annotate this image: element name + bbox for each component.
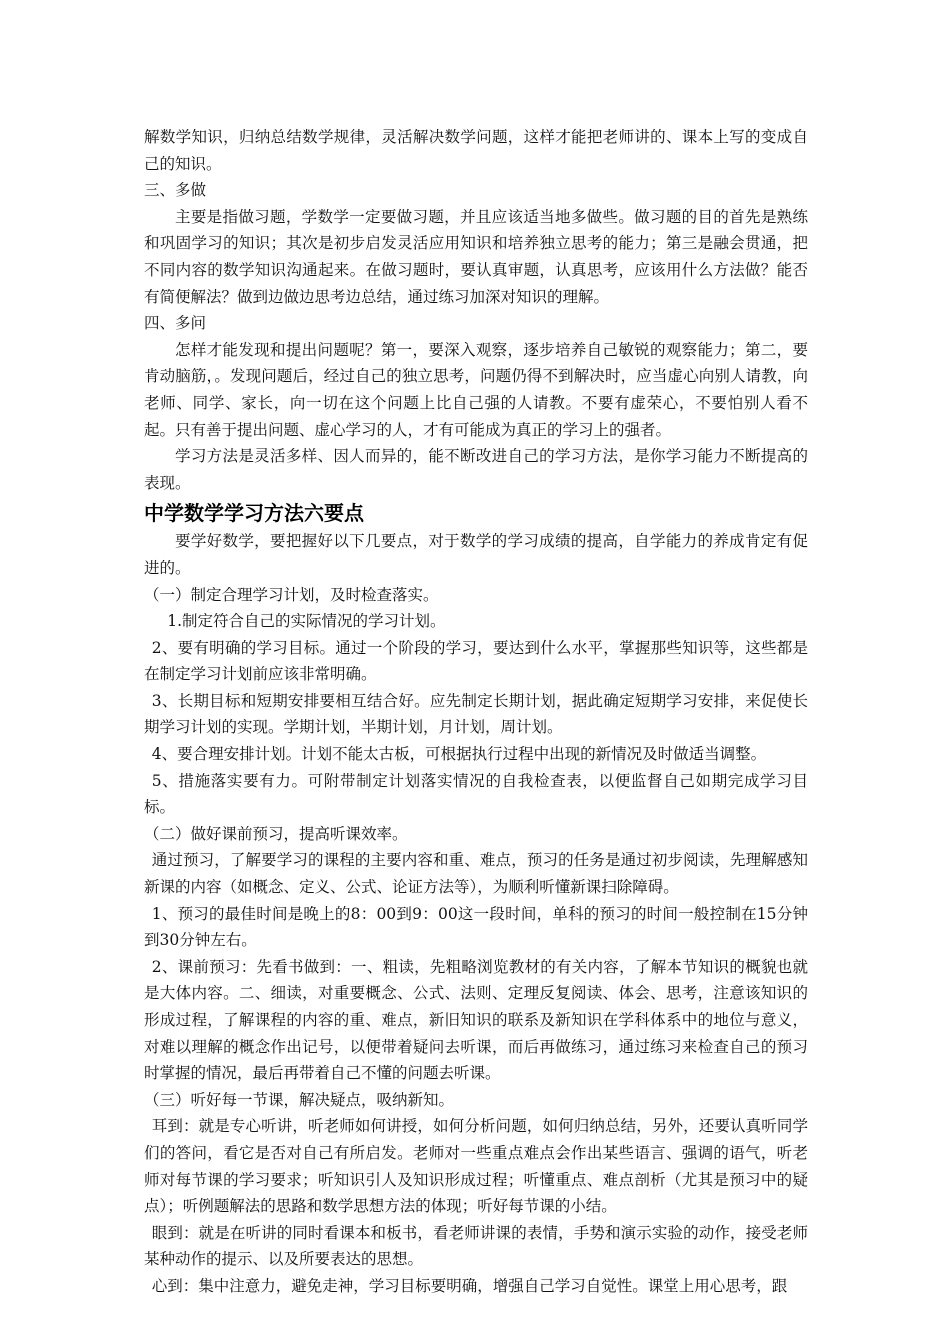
section-1-item-4: 4、要合理安排计划。计划不能太古板，可根据执行过程中出现的新情况及时做适当调整。 bbox=[151, 745, 767, 764]
article-title: 中学数学学习方法六要点 bbox=[144, 501, 364, 526]
paragraph-conclusion: 学习方法是灵活多样、因人而异的，能不断改进自己的学习方法，是你学习能力不断提高的表现。 bbox=[144, 447, 808, 492]
section-3-mind: 心到：集中注意力，避免走神，学习目标要明确，增强自己学习自觉性。课堂上用心思考，跟 bbox=[151, 1276, 788, 1295]
section-2-item-2: 2、课前预习：先看书做到：一、粗读，先粗略浏览教材的有关内容，了解本节知识的概貌也就是大体内容。二、细读，对重要概念、公式、法则、定理反复阅读、体会、思考，注意该知识的形成过程，了解课程的内容的重、难点，新旧知识的联系及新知识在学科体系中的地位与意义，对难以理解的概念作出记号，以便带着疑问去听课，而后再做练习，通过练习来检查自己的预习时掌握的情况，最后再带着自己不懂的问题去听课。 bbox=[144, 957, 808, 1083]
section-3-eyes: 眼到：就是在听讲的同时看课本和板书，看老师讲课的表情，手势和演示实验的动作，接受老师某种动作的提示、以及所要表达的思想。 bbox=[144, 1223, 808, 1269]
section-3-ears: 耳到：就是专心听讲，听老师如何讲授，如何分析问题，如何归纳总结，另外，还要认真听同学们的答问，看它是否对自己有所启发。老师对一些重点难点会作出某些语言、强调的语气，听老师对每节课的学习要求；听知识引人及知识形成过程；听懂重点、难点剖析（尤其是预习中的疑点）；听例题解法的思路和数学思想方法的体现；听好每节课的小结。 bbox=[144, 1117, 808, 1216]
section-2-heading: （二）做好课前预习，提高听课效率。 bbox=[144, 824, 408, 843]
section-1-item-1: 1.制定符合自己的实际情况的学习计划。 bbox=[167, 612, 446, 631]
section-2-paragraph: 通过预习，了解要学习的课程的主要内容和重、难点，预习的任务是通过初步阅读，先理解感知新课的内容（如概念、定义、公式、论证方法等），为顺利听懂新课扫除障碍。 bbox=[144, 851, 808, 897]
section-1-item-3: 3、长期目标和短期安排要相互结合好。应先制定长期计划，据此确定短期学习安排，来促使长期学习计划的实现。学期计划，半期计划，月计划，周计划。 bbox=[144, 691, 808, 737]
document-page bbox=[144, 124, 808, 1300]
paragraph-intro-continued: 解数学知识，归纳总结数学规律，灵活解决数学问题，这样才能把老师讲的、课本上写的变成自己的知识。 bbox=[144, 128, 808, 173]
paragraph-duozuo: 主要是指做习题，学数学一定要做习题，并且应该适当地多做些。做习题的目的首先是熟练和巩固学习的知识；其次是初步启发灵活应用知识和培养独立思考的能力；第三是融会贯通，把不同内容的数学知识沟通起来。在做习题时，要认真审题，认真思考，应该用什么方法做？能否有简便解法？做到边做边思考边总结，通过练习加深对知识的理解。 bbox=[144, 207, 808, 306]
section-heading-duowen: 四、多问 bbox=[144, 314, 207, 333]
section-1-item-2: 2、要有明确的学习目标。通过一个阶段的学习，要达到什么水平，掌握那些知识等，这些都是在制定学习计划前应该非常明确。 bbox=[144, 638, 808, 684]
paragraph-article-intro: 要学好数学，要把握好以下几要点，对于数学的学习成绩的提高，自学能力的养成肯定有促进的。 bbox=[144, 532, 808, 577]
section-3-heading: （三）听好每一节课，解决疑点，吸纳新知。 bbox=[144, 1090, 455, 1109]
section-2-item-1: 1、预习的最佳时间是晚上的8：00到9：00这一段时间，单科的预习的时间一般控制在15分钟到30分钟左右。 bbox=[144, 904, 808, 950]
section-1-heading: （一）制定合理学习计划，及时检查落实。 bbox=[144, 585, 439, 604]
paragraph-duowen: 怎样才能发现和提出问题呢？第一，要深入观察，逐步培养自己敏锐的观察能力；第二，要肯动脑筋，。发现问题后，经过自己的独立思考，问题仍得不到解决时，应当虚心向别人请教，向老师、同学、家长，向一切在这个问题上比自己强的人请教。不要有虚荣心，不要怕别人看不起。只有善于提出问题、虚心学习的人，才有可能成为真正的学习上的强者。 bbox=[144, 340, 808, 439]
section-1-item-5: 5、措施落实要有力。可附带制定计划落实情况的自我检查表，以便监督自己如期完成学习目标。 bbox=[144, 771, 808, 817]
section-heading-duozuo: 三、多做 bbox=[144, 181, 207, 200]
